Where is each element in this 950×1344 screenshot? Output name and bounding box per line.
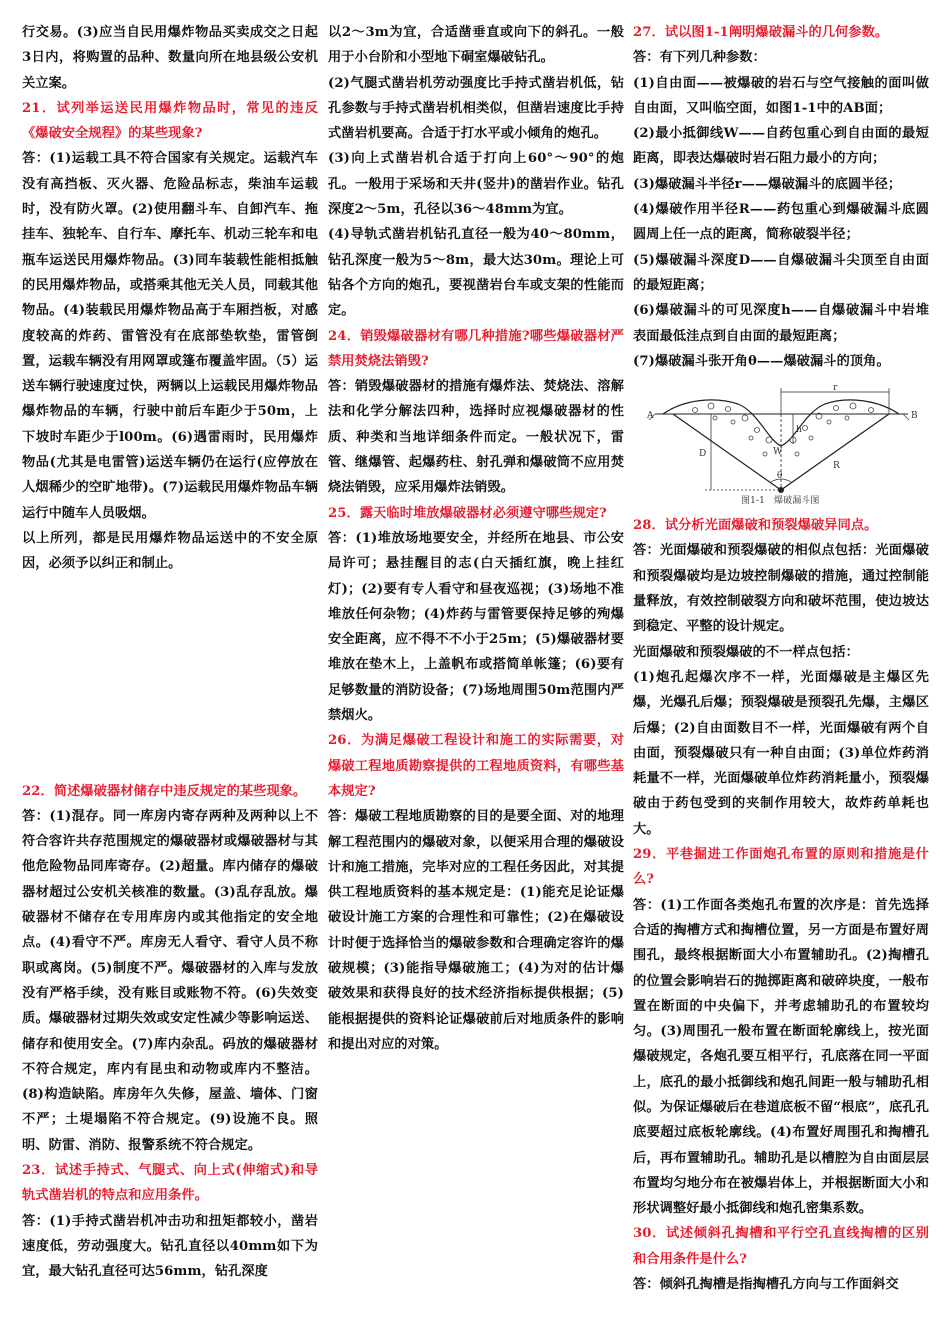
- answer-paragraph: 答：倾斜孔掏槽是指掏槽孔方向与工作面斜交: [633, 1277, 899, 1293]
- text-column-1: [22, 20, 318, 1284]
- question-heading: 30．试述倾斜孔掏槽和平行空孔直线掏槽的区别和合用条件是什么?: [633, 1226, 929, 1267]
- label-R: R: [833, 461, 840, 472]
- answer-paragraph: (2)气腿式凿岩机劳动强度比手持式凿岩机低，钻孔参数与手持式凿岩机相类似，但凿岩速度比手持式凿岩机要高。合适于打水平或小倾角的炮孔。: [328, 75, 624, 142]
- label-a: A: [647, 411, 654, 422]
- answer-paragraph: 答：(1)混存。同一库房内寄存两种及两种以上不符合容许共存范围规定的爆破器材或爆破器材与其他危险物品同库寄存。(2)超量。库内储存的爆破器材超过公安机关核准的数量。(3)乱存乱放。爆破器材不储存在专用库房内或其他指定的安全地点。(4)看守不严。库房无人看守、看守人员不称职或离岗。(5)制度不严。爆破器材的入库与发放没有严格手续，没有账目或账物不符。(6)失效变质。爆破器材过期失效或安定性减少等影响运送、储存和使用安全。(7)库内杂乱。码放的爆破器材不符合规定，库内有昆虫和动物或库内不整洁。(8)构造缺陷。库房年久失修，屋盖、墙体、门窗不严；土堤塌陷不符合规定。(9)设施不良。照明、防雷、消防、报警系统不符合规定。: [22, 808, 318, 1153]
- answer-paragraph: 行交易。(3)应当自民用爆炸物品买卖成交之日起3日内，将购置的品种、数量向所在地县级公安机关立案。: [22, 25, 318, 91]
- question-heading: 25．露天临时堆放爆破器材必须遵守哪些规定?: [328, 505, 607, 521]
- label-r: r: [833, 383, 838, 394]
- label-d: D: [699, 449, 707, 460]
- answer-paragraph: (3)向上式凿岩机合适于打向上60°～90°的炮孔。一般用于采场和天井(竖井)的凿岩作业。钻孔深度2～5m，孔径以36～48mm为宜。: [328, 151, 624, 218]
- ground-hatch: [649, 414, 909, 420]
- label-h: h: [796, 425, 802, 436]
- answer-paragraph: 答：(1)运载工具不符合国家有关规定。运载汽车没有高挡板、灭火器、危险品标志，柴油车运载时，没有防火罩。(2)使用翻斗车、自卸汽车、拖挂车、独轮车、自行车、摩托车、机动三轮车和电瓶车运送民用爆炸物品。(3)同车装载性能相抵触的民用爆炸物品，或搭乘其他无关人员，同载其他物品。(4)装载民用爆炸物品高于车厢挡板，对感度较高的炸药、雷管没有在底部垫软垫，雷管倒置，运载车辆没有用网罩或篷布覆盖牢固。（5）运送车辆行驶速度过快，两辆以上运载民用爆炸物品爆炸物品的车辆，行驶中前后车距少于50m，上下坡时车距少于l00m。(6)遇雷雨时，民用爆炸物品(尤其是电雷管)运送车辆仍在运行(应停放在人烟稀少的空旷地带)。(7)运载民用爆炸物品车辆运行中随车人员吸烟。: [22, 151, 318, 521]
- answer-paragraph: (3)爆破漏斗半径r——爆破漏斗的底圆半径；: [633, 176, 902, 192]
- answer-paragraph: 光面爆破和预裂爆破的不一样点包括：: [633, 644, 859, 660]
- question-heading: 23．试述手持式、气腿式、向上式(伸缩式)和导轨式凿岩机的特点和应用条件。: [22, 1162, 318, 1204]
- label-theta: θ: [777, 471, 783, 482]
- answer-paragraph: 答：(1)堆放场地要安全，并经所在地县、市公安局许可；悬挂醒目的志(白天插红旗，晚上挂红灯)；(2)要有专人看守和昼夜巡视；(3)场地不准堆放任何杂物；(4)炸药与雷管要保持足够的殉爆安全距离，应不得不不小于25m；(5)爆破器材要堆放在垫木上，上盖帆布或搭简单帐篷；(6)要有足够数量的消防设备；(7)场地周围50m范围内严禁烟火。: [328, 530, 624, 724]
- answer-paragraph: (2)最小抵御线W——自药包重心到自由面的最短距离，即表达爆破时岩石阻力最小的方向；: [633, 126, 929, 167]
- question-heading: 28．试分析光面爆破和预裂爆破异同点。: [633, 518, 878, 534]
- question-heading: 27．试以图1-1阐明爆破漏斗的几何参数。: [633, 25, 889, 40]
- figure-caption: 图1-1 爆破漏斗图: [741, 496, 820, 507]
- answer-paragraph: 答：销毁爆破器材的措施有爆炸法、焚烧法、溶解法和化学分解法四种，选择时应视爆破器材的性质、种类和当地详细条件而定。一般状况下，雷管、继爆管、起爆药柱、射孔弹和爆破筒不应用焚烧法销毁，应采用爆炸法销毁。: [328, 379, 624, 496]
- question-heading: 24．销毁爆破器材有哪几种措施?哪些爆破器材严禁用焚烧法销毁?: [328, 328, 624, 369]
- question-heading: 26．为满足爆破工程设计和施工的实际需要，对爆破工程地质勘察提供的工程地质资料，有哪些基本规定?: [328, 733, 624, 799]
- answer-paragraph: 以2～3m为宜，合适凿垂直或向下的斜孔。一般用于小台阶和小型地下硐室爆破钻孔。: [328, 25, 624, 66]
- answer-paragraph: (1)炮孔起爆次序不一样，光面爆破是主爆区先爆，光爆孔后爆；预裂爆破是预裂孔先爆，主爆区后爆；(2)自由面数目不一样，光面爆破有两个自由面，预裂爆破只有一种自由面；(3)单位炸药消耗量不一样，光面爆破单位炸药消耗量小，预裂爆破由于药包受到的夹制作用较大，故炸药单耗也大。: [633, 669, 929, 837]
- answer-paragraph: (4)导轨式凿岩机钻孔直径一般为40～80mm，钻孔深度一般为5～8m，最大达30m。理论上可钻各个方向的炮孔，要视凿岩台车或支架的性能而定。: [328, 227, 624, 319]
- crater-diagram: [633, 382, 929, 507]
- answer-paragraph: 以上所列，都是民用爆炸物品运送中的不安全原因，必须予以纠正和制止。: [22, 530, 318, 572]
- answer-paragraph: (4)爆破作用半径R——药包重心到爆破漏斗底圆圆周上任一点的距离，简称破裂半径；: [633, 202, 929, 243]
- label-b: B: [911, 411, 918, 422]
- text-column-3: [633, 20, 929, 1297]
- label-w: W: [773, 447, 783, 458]
- column-3-lower: [633, 513, 929, 1297]
- answer-paragraph: (7)爆破漏斗张开角θ——爆破漏斗的顶角。: [633, 353, 890, 369]
- answer-paragraph: 答：(1)工作面各类炮孔布置的次序是：首先选择合适的掏槽方式和掏槽位置，另一方面是布置好周围孔，最终根据断面大小布置辅助孔。(2)掏槽孔的位置会影响岩石的抛掷距离和破碎块度，一般布置在断面的中央偏下，并考虑辅助孔的布置较均匀。(3)周围孔一般布置在断面轮廓线上，按光面爆破规定，各炮孔要互相平行，孔底落在同一平面上，底孔的最小抵御线和炮孔间距一般与辅助孔相似。为保证爆破后在巷道底板不留“根底”，底孔孔底要超过底板轮廓线。(4)布置好周围孔和掏槽孔后，再布置辅助孔。辅助孔是以槽腔为自由面层层布置均匀地分布在被爆岩体上，并根据断面大小和形状调整好最小抵御线和炮孔密集系数。: [633, 897, 929, 1217]
- answer-paragraph: 答：(1)手持式凿岩机冲击功和扭矩都较小，凿岩速度低，劳动强度大。钻孔直径以40mm如下为宜，最大钻孔直径可达56mm，钻孔深度: [22, 1213, 318, 1280]
- question-heading: 21．试列举运送民用爆炸物品时，常见的违反《爆破安全规程》的某些现象?: [22, 100, 318, 142]
- blasting-crater-figure: [633, 382, 929, 507]
- answer-paragraph: (1)自由面——被爆破的岩石与空气接触的面叫做自由面，又叫临空面，如图1-1中的AB面；: [633, 75, 929, 116]
- answer-paragraph: 答：有下列几种参数：: [633, 50, 766, 66]
- text-column-2: [328, 20, 624, 1057]
- rubble-texture: [693, 403, 874, 456]
- column-3-upper: [633, 20, 929, 374]
- question-heading: 22．简述爆破器材储存中违反规定的某些现象。: [22, 783, 307, 799]
- answer-paragraph: (6)爆破漏斗的可见深度h——自爆破漏斗中岩堆表面最低洼点到自由面的最短距离；: [633, 303, 929, 344]
- answer-paragraph: (5)爆破漏斗深度D——自爆破漏斗尖顶至自由面的最短距离；: [633, 252, 929, 293]
- answer-paragraph: 答：光面爆破和预裂爆破的相似点包括：光面爆破和预裂爆破均是边坡控制爆破的措施，通过控制能量释放，有效控制破裂方向和破坏范围，使边坡达到稳定、平整的设计规定。: [633, 543, 929, 635]
- answer-paragraph: 答：爆破工程地质勘察的目的是要全面、对的地理解工程范围内的爆破对象，以便采用合理的爆破设计和施工措施，完毕对应的工程任务因此，对其提供工程地质资料的基本规定是：(1)能充足论证爆破设计施工方案的合理性和可靠性；(2)在爆破设计时便于选择恰当的爆破参数和合理确定容许的爆破规模；(3)能指导爆破施工；(4)为对的估计爆破效果和获得良好的技术经济指标提供根据；(5)能根据提供的资料论证爆破前后对地质条件的影响和提出对应的对策。: [328, 809, 624, 1052]
- question-heading: 29．平巷掘进工作面炮孔布置的原则和措施是什么?: [633, 847, 929, 888]
